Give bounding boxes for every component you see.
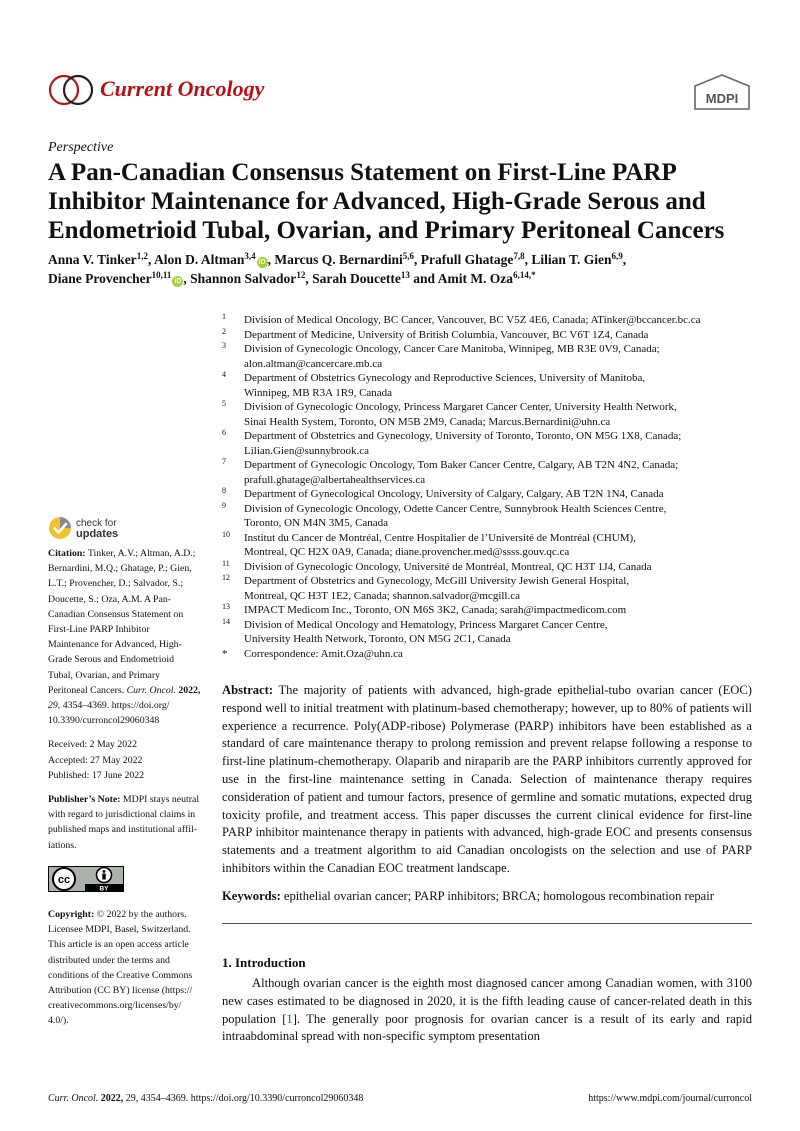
affiliation-item [222, 531, 762, 560]
citation-doi-link[interactable]: https://doi.org/ [111, 700, 170, 712]
affiliation-list [222, 313, 762, 661]
affiliation-line: Institut du Cancer de Montréal, Centre Hospitalier de l’Université de Montréal (CHUM), [244, 531, 636, 544]
affiliation-number: 10 [222, 529, 230, 539]
affiliation-number: 1 [222, 312, 226, 321]
copyright-text: This article is an open access article [48, 939, 189, 951]
dates-block [48, 737, 210, 783]
affiliation-number: 3 [222, 341, 226, 350]
affiliation-number: 5 [222, 399, 226, 408]
citation-journal: Curr. Oncol. [126, 684, 176, 696]
affiliation-number: 13 [222, 602, 230, 611]
abstract-label: Abstract: [222, 683, 274, 697]
copyright-label: Copyright: [48, 909, 95, 921]
check-line-1: check for [76, 518, 117, 529]
keywords-text: epithelial ovarian cancer; PARP inhibitors; BRCA; homologous recombination repair [283, 889, 714, 903]
citation-text: Maintenance for Advanced, High- [48, 639, 182, 651]
copyright-line [48, 922, 210, 937]
copyright-line [48, 968, 210, 983]
affiliation-line: Division of Gynecologic Oncology, Odette Cancer Centre, Sunnybrook Health Sciences Centre, [244, 502, 667, 515]
citation-line [48, 576, 210, 591]
author [531, 252, 622, 267]
affiliation-number: 9 [222, 500, 226, 510]
title-line: Inhibitor Maintenance for Advanced, High-Grade Serous and [48, 188, 706, 215]
citation-line [48, 546, 210, 561]
citation-text: Tinker, A.V.; Altman, A.D.; [87, 548, 196, 559]
affiliation-item [222, 342, 762, 371]
orcid-icon[interactable]: iD [258, 259, 266, 266]
citation-block [48, 546, 210, 728]
citation-pages: 4354–4369. [62, 700, 110, 712]
affiliation-number: 6 [222, 428, 226, 437]
affiliation-number: 11 [222, 558, 230, 568]
affiliation-line: Division of Medical Oncology and Hematology, Princess Margaret Cancer Centre, [244, 618, 608, 631]
citation-line [48, 622, 210, 637]
author-separator: , [147, 252, 154, 267]
affiliation-line: Department of Gynecologic Oncology, Tom Baker Cancer Centre, Calgary, AB T2N 4N2, Canada; [244, 459, 679, 471]
affiliation-line: IMPACT Medicom Inc., Toronto, ON M6S 3K2, Canada; sarah@impactmedicom.com [244, 604, 627, 616]
affiliation-item [222, 328, 762, 343]
affiliation-item [222, 647, 762, 662]
affiliation-line: Correspondence: Amit.Oza@uhn.ca [244, 647, 403, 660]
affiliation-item [222, 313, 762, 328]
sidebar [48, 546, 210, 1038]
citation-line [48, 698, 210, 713]
journal-name: Current Oncology [100, 76, 265, 101]
footer-journal: Curr. Oncol. [48, 1093, 99, 1104]
copyright-text: Attribution (CC BY) license (https:// [48, 985, 193, 997]
copyright-line [48, 937, 210, 952]
cc-by-license-icon[interactable] [48, 866, 124, 892]
copyright-text: creativecommons.org/licenses/by/ [48, 1000, 182, 1012]
author [421, 252, 525, 267]
citation-line [48, 668, 210, 683]
published-date: Published: 17 June 2022 [48, 769, 145, 781]
affiliation-item [222, 458, 762, 487]
abstract-text: The majority of patients with advanced, high-grade epithelial-tubo ovarian cancer (EOC) respond well to initial treatment with platinum-based chemotherapy; however, up to 80% of patients will experience a recurrence. Poly(ADP-ribose) Polymerase (PARP) inhibitors have been established as a standard of care maintenance therapy to prolong remission and prevent relapse following a response to first-line platinum-chemotherapy. Olaparib and niraparib are the PARP inhibitors currently approved for use in the first-line maintenance setting in Canada. Selection of maintenance therapy requires consideration of patient and tumour factors, presence of germline and somatic mutations, expected drug toxicity profile, and treatment access. This paper discusses the current clinical evidence for first-line PARP inhibitor maintenance therapy in patients with advanced, high-grade EOC and presents consensus statements and a treatment algorithm to aid Canadian oncologists on the selection and use of PARP inhibitors within the Canadian EOC treatment landscape. [222, 683, 753, 875]
check-updates-icon [48, 516, 72, 540]
journal-logo-icon [48, 70, 94, 110]
author [312, 271, 410, 286]
keywords [222, 888, 752, 906]
author-affiliation-marker[interactable]: 13 [400, 270, 410, 280]
citation-text: L.T.; Provencher, D.; Salvador, S.; [48, 578, 184, 590]
affiliation-number: * [222, 647, 228, 660]
received-date: Received: 2 May 2022 [48, 739, 137, 751]
check-for-updates-button[interactable] [48, 514, 168, 544]
author [438, 271, 536, 286]
affiliation-item [222, 618, 762, 647]
affiliation-line: Sinai Health System, Toronto, ON M5B 2M9, Canada; Marcus.Bernardini@uhn.ca [244, 415, 611, 428]
author-name: Alon D. Altman [153, 252, 245, 267]
affiliation-item [222, 560, 762, 575]
article-title [48, 158, 768, 245]
citation-line [48, 683, 210, 698]
reference-link[interactable]: 1 [286, 1011, 293, 1026]
introduction-paragraph [222, 975, 752, 1046]
affiliation-item [222, 400, 762, 429]
publisher-note-line [48, 822, 210, 837]
footer-journal-url[interactable]: https://www.mdpi.com/journal/curroncol [588, 1093, 752, 1104]
affiliation-line: Division of Gynecologic Oncology, Princess Margaret Cancer Center, University Health Network, [244, 401, 677, 413]
author-separator: , [622, 252, 627, 267]
svg-text:cc: cc [57, 873, 71, 886]
affiliation-line: Winnipeg, MB R3A 1R9, Canada [244, 386, 393, 399]
affiliation-line: Toronto, ON M4N 3M5, Canada [244, 517, 389, 529]
affiliation-line: Department of Obstetrics and Gynecology, University of Toronto, Toronto, ON M5G 1X8, Canada; [244, 430, 682, 442]
affiliation-number: 2 [222, 326, 226, 336]
section-divider [222, 923, 752, 924]
author [48, 252, 148, 267]
author-separator: , [413, 252, 421, 267]
footer-citation [48, 1093, 363, 1104]
author-name: Diane Provencher [48, 271, 152, 286]
citation-text: Canadian Consensus Statement on [48, 608, 184, 620]
citation-year: 2022, [178, 684, 201, 696]
mdpi-logo-text: MDPI [705, 91, 739, 106]
copyright-line [48, 953, 210, 968]
mdpi-logo-icon[interactable] [694, 74, 750, 110]
affiliation-line: alon.altman@cancercare.mb.ca [244, 357, 383, 370]
publisher-note-text: iations. [48, 839, 77, 851]
intro-text-part: Although ovarian cancer is the eighth most diagnosed cancer among Canadian women, with 3100 new cases estimated to be diagnosed in 2020, it is the fifth leading cause of cancer-related death in this population [ [222, 976, 752, 1026]
affiliation-item [222, 371, 762, 400]
affiliation-line: prafull.ghatage@albertahealthservices.ca [244, 473, 426, 486]
license-badge-text: BY [99, 885, 109, 892]
affiliation-line: University Health Network, Toronto, ON M5G 2C1, Canada [244, 633, 511, 645]
author [154, 252, 268, 267]
affiliation-line: Lilian.Gien@sunnybrook.ca [244, 444, 369, 457]
article-type: Perspective [48, 140, 114, 155]
publisher-note-text: published maps and institutional affil- [48, 824, 197, 836]
affiliation-number: 4 [222, 370, 226, 379]
affiliation-line: Department of Gynecological Oncology, University of Calgary, Calgary, AB T2N 1N4, Canada [244, 488, 664, 500]
publisher-note-label: Publisher’s Note: [48, 794, 121, 806]
citation-line [48, 652, 210, 667]
copyright-text: conditions of the Creative Commons [48, 969, 193, 981]
citation-text: Tubal, Ovarian, and Primary [48, 669, 161, 681]
author-affiliation-marker[interactable]: 3,4 [244, 251, 256, 261]
affiliation-number: 7 [222, 457, 226, 466]
footer-year: 2022, [100, 1093, 124, 1104]
publisher-note-text: with regard to jurisdictional claims in [48, 809, 196, 821]
author-affiliation-marker[interactable]: 6,9 [611, 251, 623, 261]
author-name: Marcus Q. Bernardini [274, 252, 403, 267]
check-line-2: updates [76, 528, 119, 540]
copyright-line [48, 998, 210, 1013]
author-affiliation-marker[interactable]: 12 [296, 270, 306, 280]
orcid-icon[interactable]: iD [174, 278, 182, 285]
affiliation-line: Department of Obstetrics Gynecology and Reproductive Sciences, University of Manitoba, [244, 372, 646, 384]
publisher-note-line [48, 838, 210, 853]
author-separator: , [305, 271, 313, 286]
affiliation-line: Division of Medical Oncology, BC Cancer, Vancouver, BC V5Z 4E6, Canada; ATinker@bccancer.bc.ca [244, 314, 701, 326]
citation-text: Grade Serous and Endometrioid [48, 654, 174, 666]
author-separator: and [409, 271, 438, 286]
title-line: Endometrioid Tubal, Ovarian, and Primary Peritoneal Cancers [48, 217, 725, 244]
affiliation-line: Division of Gynecologic Oncology, Cancer Care Manitoba, Winnipeg, MB R3E 0V9, Canada; [244, 343, 660, 355]
publisher-note-line [48, 792, 210, 807]
citation-text: Peritoneal Cancers. [48, 684, 125, 696]
copyright-text: distributed under the terms and [48, 954, 170, 966]
intro-text-part: ]. The generally poor prognosis for ovarian cancer is a result of its early and rapid intraabdominal spread with non-specific symptom presentation [222, 1011, 752, 1044]
accepted-date: Accepted: 27 May 2022 [48, 754, 143, 766]
citation-volume: 29, [48, 700, 61, 712]
author-name: Lilian T. Gien [531, 252, 612, 267]
author-list [48, 250, 768, 288]
check-updates-label [76, 518, 118, 540]
affiliation-line: Montreal, QC H3T 1E2, Canada; shannon.salvador@mcgill.ca [244, 589, 521, 602]
affiliation-number: 8 [222, 486, 226, 495]
affiliation-item [222, 502, 762, 531]
author-separator: , [524, 252, 532, 267]
affiliation-line: Montreal, QC H2X 0A9, Canada; diane.provencher.med@ssss.gouv.qc.ca [244, 546, 570, 558]
title-line: A Pan-Canadian Consensus Statement on First-Line PARP [48, 159, 677, 186]
affiliation-number: 14 [222, 616, 230, 626]
copyright-text: 4.0/). [48, 1015, 69, 1027]
copyright-line [48, 1013, 210, 1028]
copyright-line [48, 907, 210, 922]
abstract [222, 682, 752, 878]
affiliation-item [222, 603, 762, 618]
affiliation-item [222, 429, 762, 458]
citation-doi-link[interactable]: 10.3390/curroncol29060348 [48, 715, 160, 727]
affiliation-line: Department of Medicine, University of British Columbia, Vancouver, BC V6T 1Z4, Canada [244, 328, 649, 341]
citation-text: Doucette, S.; Oza, A.M. A Pan- [48, 593, 171, 605]
keywords-label: Keywords: [222, 889, 281, 903]
publisher-note-line [48, 807, 210, 822]
author-affiliation-marker[interactable]: 6,14,* [513, 270, 536, 280]
affiliation-number: 12 [222, 573, 230, 582]
citation-line [48, 561, 210, 576]
footer-doi[interactable]: 29, 4354–4369. https://doi.org/10.3390/curroncol29060348 [125, 1093, 364, 1104]
publisher-note-text: MDPI stays neutral [122, 794, 200, 806]
affiliation-line: Division of Gynecologic Oncology, Université de Montréal, Montreal, QC H3T 1J4, Canada [244, 560, 652, 573]
author-affiliation-marker[interactable]: 7,8 [513, 251, 525, 261]
affiliation-item [222, 574, 762, 603]
author-name: Sarah Doucette [312, 271, 401, 286]
author-separator: , [183, 271, 191, 286]
publisher-note [48, 792, 210, 853]
author-name: Shannon Salvador [190, 271, 297, 286]
author-separator: , [267, 252, 275, 267]
citation-label: Citation: [48, 548, 86, 559]
author [274, 252, 414, 267]
citation-line [48, 637, 210, 652]
affiliation-item [222, 487, 762, 502]
copyright-block [48, 907, 210, 1029]
copyright-line [48, 983, 210, 998]
author-affiliation-marker[interactable]: 1,2 [136, 251, 148, 261]
author [48, 271, 183, 286]
citation-line [48, 607, 210, 622]
author-name: Amit M. Oza [437, 271, 514, 286]
affiliation-line: Department of Obstetrics and Gynecology, McGill University Jewish General Hospital, [244, 575, 630, 587]
citation-line [48, 592, 210, 607]
author-affiliation-marker[interactable]: 5,6 [402, 251, 414, 261]
copyright-text: Licensee MDPI, Basel, Switzerland. [48, 924, 191, 936]
author [190, 271, 305, 286]
author-affiliation-marker[interactable]: 10,11 [151, 270, 172, 280]
citation-text: First-Line PARP Inhibitor [48, 624, 150, 636]
author-name: Prafull Ghatage [420, 252, 514, 267]
section-heading-introduction: 1. Introduction [222, 955, 306, 970]
citation-text: Bernardini, M.Q.; Ghatage, P.; Gien, [48, 563, 192, 575]
copyright-text: © 2022 by the authors. [96, 909, 187, 921]
author-name: Anna V. Tinker [48, 252, 137, 267]
